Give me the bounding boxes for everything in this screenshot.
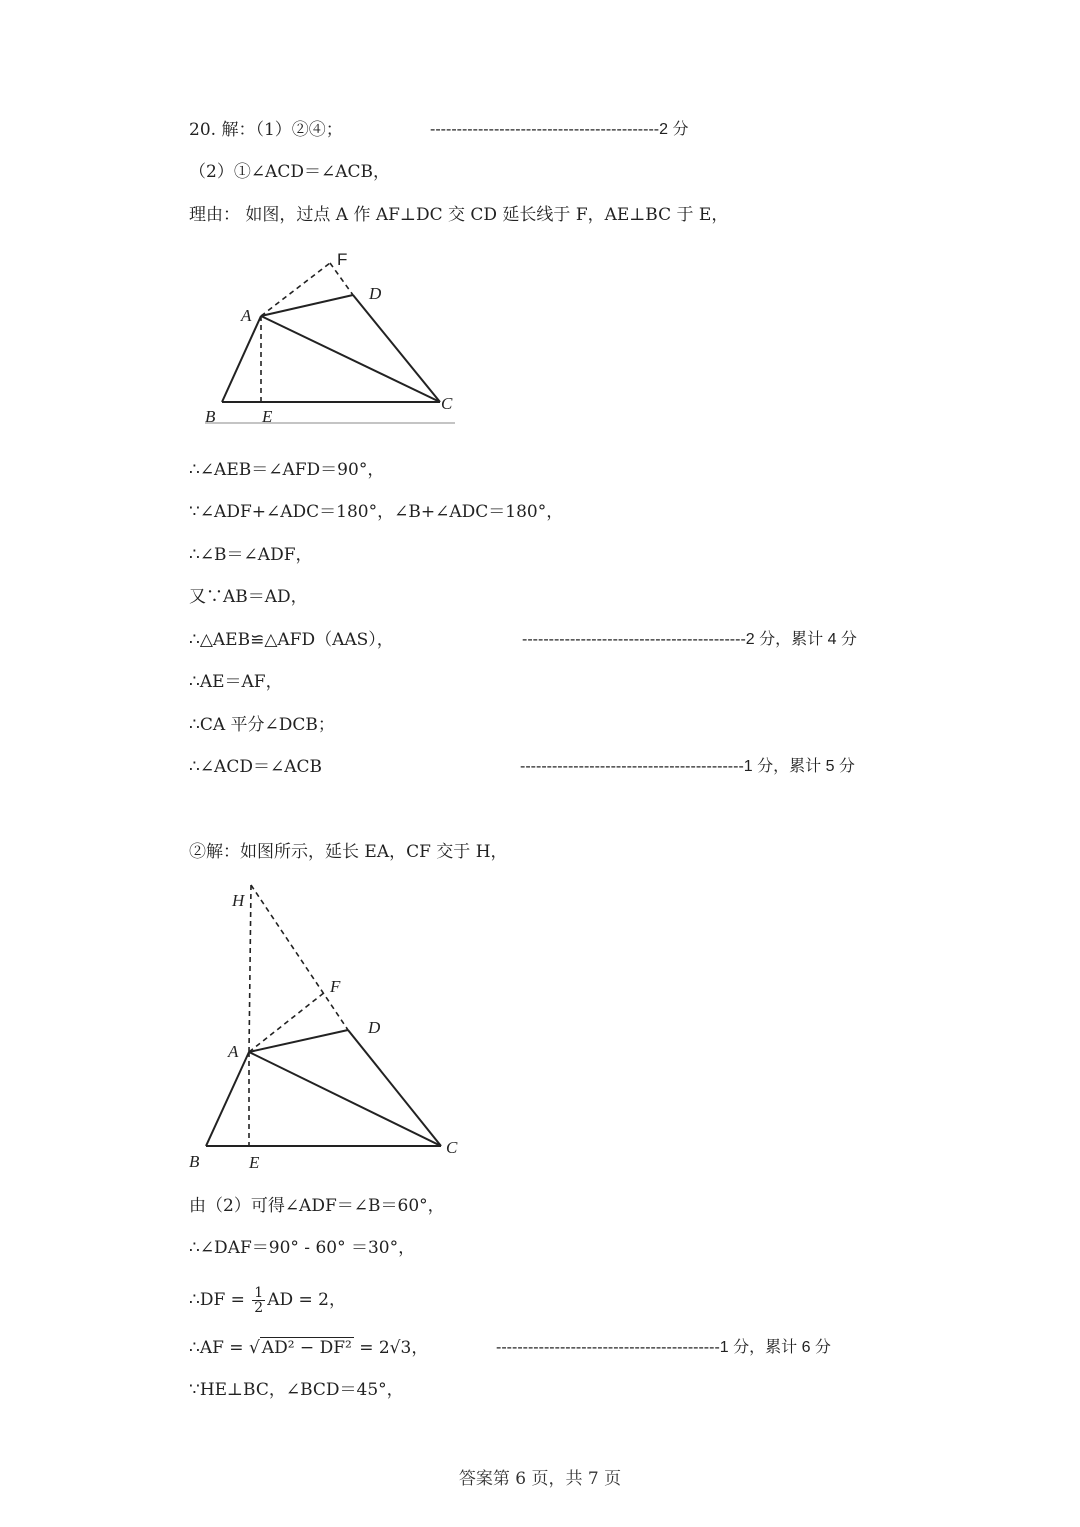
step-6: ∴AE＝AF， [189,672,283,692]
geometry-figure-2 [185,875,475,1175]
label-d: D [369,284,382,303]
step2-5: ∵HE⊥BC，∠BCD＝45°， [189,1380,404,1400]
label-e: E [249,1153,260,1172]
df-rhs: AD = 2， [267,1290,346,1310]
step2-1: 由（2）可得∠ADF＝∠B＝60°， [189,1196,445,1216]
label-b: B [189,1152,200,1171]
label-h: H [232,891,245,910]
reason-line: 理由： 如图，过点 A 作 AF⊥DC 交 CD 延长线于 F，AE⊥BC 于 E， [189,205,729,225]
af-lhs: ∴AF = [189,1338,249,1358]
step-3: ∴∠B＝∠ADF， [189,545,313,565]
page-footer: 答案第 6 页，共 7 页 [458,1469,622,1489]
fraction-one-half: $\frac{1}{2}$ [254,1285,264,1316]
sqrt-sign: √ [248,1338,260,1358]
label-f: F [337,250,348,269]
score-mark-2: ------------------------------------------2 分，累计 4 分 [522,631,857,648]
score-mark-3: ------------------------------------------1 分，累计 5 分 [520,758,855,775]
score-mark-1: -------------------------------------------2 分 [430,121,689,138]
label-a: A [241,306,252,325]
step-4: 又∵AB＝AD， [189,587,308,607]
geometry-figure-1 [195,245,465,430]
label-b: B [205,407,216,426]
label-d: D [368,1018,381,1037]
step-8: ∴∠ACD＝∠ACB [189,757,322,777]
df-lhs: ∴DF = [189,1290,251,1310]
label-c: C [441,394,453,413]
label-a: A [228,1042,239,1061]
score-mark-4: ------------------------------------------1 分，累计 6 分 [496,1339,831,1356]
part2-2-intro: ②解：如图所示，延长 EA，CF 交于 H， [189,842,508,862]
label-e: E [262,407,273,426]
step-5: ∴△AEB≌△AFD（AAS）， [189,630,394,650]
step2-3 [189,1286,346,1315]
label-f: F [330,977,341,996]
step-7: ∴CA 平分∠DCB； [189,715,335,735]
step2-4 [189,1336,428,1360]
step-1: ∴∠AEB＝∠AFD＝90°， [189,460,385,480]
af-rhs: = 2√3， [353,1338,429,1358]
step-2: ∵∠ADF+∠ADC＝180°，∠B+∠ADC＝180°， [189,502,564,522]
sqrt-radicand: AD² − DF² [261,1338,352,1358]
part2-title: （2）①∠ACD＝∠ACB， [189,162,390,182]
problem-number-line: 20. 解：（1）②④； [189,120,343,140]
step2-2: ∴∠DAF＝90° - 60° ＝30°， [189,1238,416,1258]
label-c: C [446,1138,458,1157]
